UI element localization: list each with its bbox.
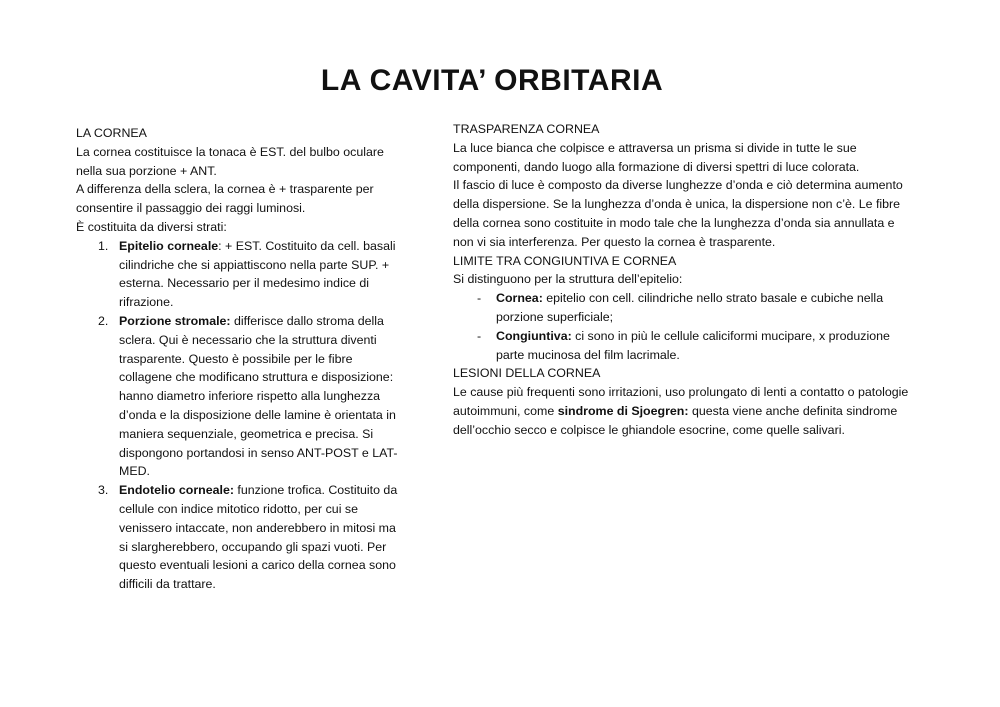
list-text: epitelio con cell. cilindriche nello strato basale e cubiche nella porzione superficiale; <box>496 291 884 324</box>
paragraph <box>453 383 913 439</box>
list-item <box>76 237 406 312</box>
list-text: : + EST. Costituito da cell. basali cilindriche che si appiattiscono nella parte SUP. + esterna. Necessario per il medesimo indice di rifrazione. <box>119 238 396 310</box>
list-text: funzione trofica. Costituito da cellule con indice mitotico ridotto, per cui se venissero intaccate, non anderebbero in mitosi ma si slargherebbero, occupando gli spazi vuoti. Per questo eventuali lesioni a carico della cornea sono difficili da trattare. <box>119 483 398 592</box>
section-heading-trasparenza: TRASPARENZA CORNEA <box>453 122 600 136</box>
left-column <box>76 124 406 594</box>
list-item <box>453 327 913 365</box>
right-column <box>453 120 913 440</box>
list-term: Endotelio corneale: <box>119 483 234 498</box>
paragraph: A differenza della sclera, la cornea è + trasparente per consentire il passaggio dei raggi luminosi. <box>76 182 374 216</box>
list-item <box>76 312 406 481</box>
paragraph: Si distinguono per la struttura dell’epitelio: <box>453 272 683 287</box>
list-term: Porzione stromale: <box>119 313 231 328</box>
list-number: 2. <box>98 313 109 328</box>
text-run: Le cause più frequenti sono irritazioni, uso prolungato di lenti a contatto o patologie autoimmuni, come <box>453 385 909 418</box>
paragraph: È costituita da diversi strati: <box>76 219 227 234</box>
list-number: 1. <box>98 238 109 253</box>
section-heading-limite: LIMITE TRA CONGIUNTIVA E CORNEA <box>453 253 677 268</box>
list-text: differisce dallo stroma della sclera. Qui è necessario che la struttura diventi trasparente. Questo è possibile per le fibre collagene che modificano struttura e disposizione: hanno diametro inferiore rispetto alla lunghezza d’onda e la disposizione delle lamine è orientata in maniera sequenziale, geometrica e precisa. Si dispongono portandosi in senso ANT-POST e LAT-MED. <box>119 313 398 479</box>
list-term: Epitelio corneale <box>119 238 219 253</box>
bold-term: sindrome di Sjoegren: <box>557 403 689 418</box>
list-number: 3. <box>98 483 109 498</box>
epithelium-list <box>453 289 913 364</box>
paragraph: Il fascio di luce è composto da diverse lunghezze d’onda e ciò determina aumento della dispersione. Se la lunghezza d’onda è unica, la dispersione non c’è. Le fibre della cornea sono costituite in modo tale che la lunghezza d’onda sia annullata e non vi sia interferenza. Per questo la cornea è trasparente. <box>453 178 903 249</box>
dash-bullet: - <box>477 328 482 343</box>
paragraph: La cornea costituisce la tonaca è EST. del bulbo oculare nella sua porzione + ANT. <box>76 144 384 178</box>
list-item <box>453 289 913 327</box>
section-heading-lesioni: LESIONI DELLA CORNEA <box>453 366 601 381</box>
dash-bullet: - <box>477 291 482 306</box>
layers-list <box>76 237 406 594</box>
paragraph: La luce bianca che colpisce e attraversa un prisma si divide in tutte le sue componenti, dando luogo alla formazione di diversi spettri di luce colorata. <box>453 140 860 174</box>
page-title: LA CAVITA’ ORBITARIA <box>320 64 664 97</box>
list-item <box>76 481 406 594</box>
text-run: questa viene anche definita sindrome dell’occhio secco e colpisce le ghiandole esocrine, come quelle salivari. <box>453 403 898 437</box>
list-text: ci sono in più le cellule caliciformi mucipare, x produzione parte mucinosa del film lacrimale. <box>496 328 890 362</box>
section-heading-cornea: LA CORNEA <box>76 126 147 140</box>
list-term: Congiuntiva: <box>496 328 572 343</box>
list-term: Cornea: <box>496 291 543 306</box>
